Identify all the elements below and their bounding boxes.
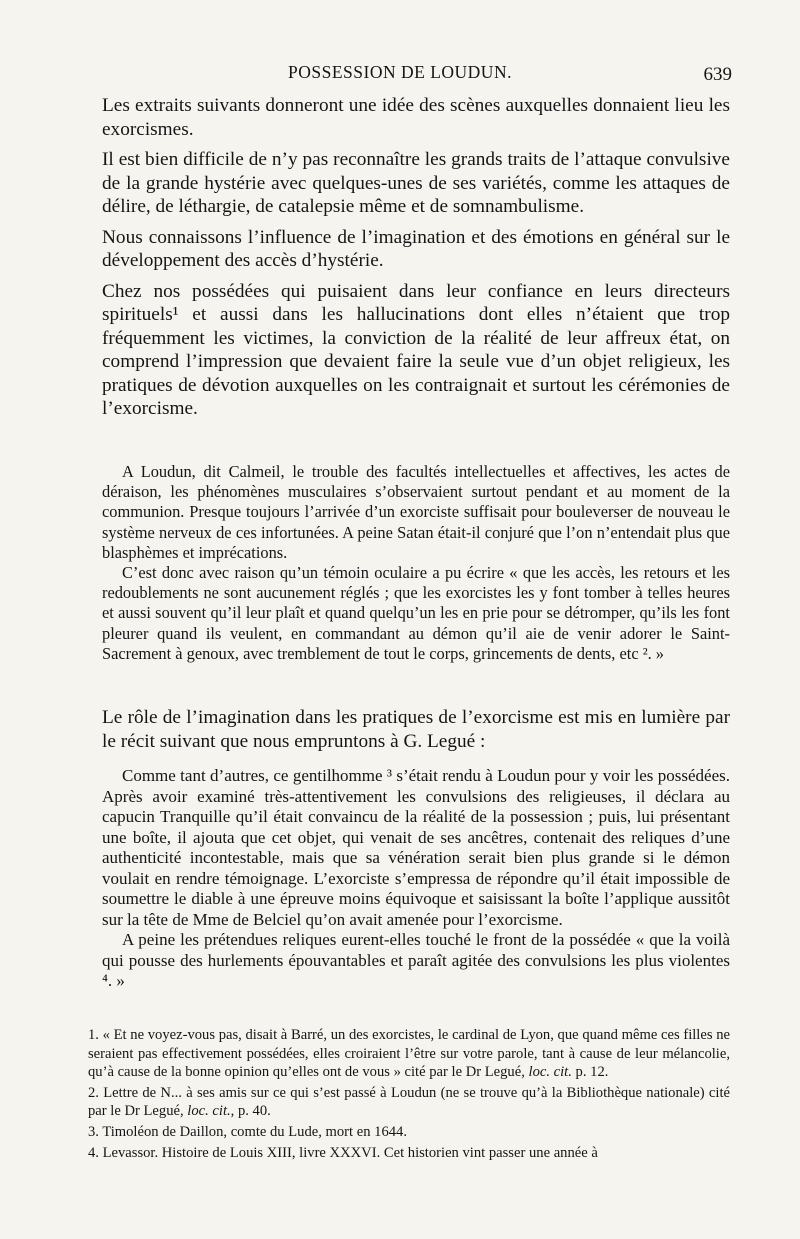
footnotes <box>88 1026 730 1164</box>
page-number: 639 <box>703 64 732 85</box>
running-head <box>0 62 800 86</box>
main-text-block <box>102 94 730 428</box>
quote-legue-p1: Comme tant d’autres, ce gentilhomme ³ s’était rendu à Loudun pour y voir les possédées. Après avoir examiné très-attentivement les convulsions des religieuses, il déclara au capucin Tranquille qu’il était convaincu de la réalité de la possession ; puis, lui présentant une boîte, il ajouta que cet objet, qui venait de ses ancêtres, contenait des reliques d’une authenticité incontestable, mais que sa vénération serait bien plus grande si le démon voulait en rendre témoignage. L’exorciste s’empressa de répondre qu’il était impossible de soumettre le diable à une épreuve moins équivoque et saisissant la boîte l’applique aussitôt sur la tête de Mme de Belciel qu’on avait amenée pour l’exorcisme. <box>102 766 730 929</box>
footnote-2: 2. Lettre de N... à ses amis sur ce qui s’est passé à Loudun (ne se trouve qu’à la Bibliothèque nationale) cité par le Dr Legué, loc. cit., p. 40. <box>88 1084 730 1120</box>
paragraph-imagination: Nous connaissons l’influence de l’imagination et des émotions en général sur le développement des accès d’hystérie. <box>102 226 730 271</box>
paragraph-role-imagination: Le rôle de l’imagination dans les pratiques de l’exorcisme est mis en lumière par le récit suivant que nous empruntons à G. Legué : <box>102 707 730 752</box>
quote-calmeil-p1: A Loudun, dit Calmeil, le trouble des facultés intellectuelles et affectives, les actes de déraison, les phénomènes musculaires s’observaient surtout pendant et au moment de la communion. Presque toujours l’arrivée d’un exorciste suffisait pour bouleverser de nouveau le système nerveux de ces infortunées. A peine Satan était-il conjuré que l’on n’entendait plus que blasphèmes et imprécations. <box>102 462 730 562</box>
quote-legue <box>102 766 730 992</box>
main-text-block-2 <box>102 706 730 753</box>
running-title: POSSESSION DE LOUDUN. <box>288 62 512 82</box>
quote-calmeil-p2: C’est donc avec raison qu’un témoin oculaire a pu écrire « que les accès, les retours et les redoublements ne sont aucunement réglés ; que les exorcistes les y font tomber à telles heures et aussi souvent qu’il leur plaît et quand quelqu’un les en prie pour se détromper, qu’ils les font pleurer quand ils veulent, en commandant au démon qu’il aie de venir adorer le Saint-Sacrement à genoux, avec tremblement de tout le corps, grincements de dents, etc ². » <box>102 563 730 663</box>
paragraph-hysterie: Il est bien difficile de n’y pas reconnaître les grands traits de l’attaque convulsive de la grande hystérie avec quelques-unes de ses variétés, comme les attaques de délire, de léthargie, de catalepsie même et de somnambulisme. <box>102 149 730 217</box>
footnote-4: 4. Levassor. Histoire de Louis XIII, livre XXXVI. Cet historien vint passer une année à <box>88 1144 598 1161</box>
quote-calmeil <box>102 462 730 664</box>
paragraph-possedees: Chez nos possédées qui puisaient dans leur confiance en leurs directeurs spirituels¹ et aussi dans les hallucinations dont elles n’étaient que trop fréquemment les victimes, la conviction de la réalité de leur affreux état, on comprend l’impression que devaient faire la seule vue d’un objet religieux, les pratiques de dévotion auxquelles on les contraignait et surtout les cérémonies de l’exorcisme. <box>102 280 730 419</box>
footnote-3: 3. Timoléon de Daillon, comte du Lude, mort en 1644. <box>88 1123 408 1140</box>
footnote-1: 1. « Et ne voyez-vous pas, disait à Barré, un des exorcistes, le cardinal de Lyon, que quand même ces filles ne seraient pas effectivement possédées, elles croiraient l’être sur votre parole, tant à cause de leur mélancolie, qu’à cause de la bonne opinion qu’elles ont de vous » cité par le Dr Legué, loc. cit. p. 12. <box>88 1027 730 1081</box>
quote-legue-p2: A peine les prétendues reliques eurent-elles touché le front de la possédée « que la voilà qui pousse des hurlements épouvantables et paraît agitée des convulsions les plus violentes ⁴. » <box>102 930 730 990</box>
paragraph-extraits: Les extraits suivants donneront une idée des scènes auxquelles donnaient lieu les exorcismes. <box>102 95 730 140</box>
